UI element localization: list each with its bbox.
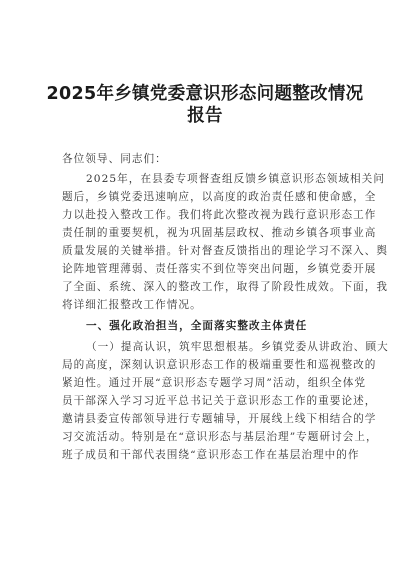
- subsection-line: 紧迫性。通过开展“意识形态专题学习周”活动，组织全体党: [62, 377, 367, 389]
- document-title-line2: 报告: [187, 106, 223, 126]
- paragraph-line: 质量发展的关键举措。针对督查反馈指出的理论学习不深入、舆: [62, 245, 389, 257]
- subsection-line: 习交流活动。特别是在“意识形态与基层治理”专题研讨会上，: [62, 431, 378, 443]
- document-title-line1: 2025年乡镇党委意识形态问题整改情况: [46, 84, 364, 104]
- paragraph-line: 了全面、系统、深入的整改工作，取得了阶段性成效。下面，我: [62, 281, 389, 293]
- subsection-line: 局的高度，深刻认识意识形态工作的极端重要性和巡视整改的: [62, 359, 377, 371]
- subsection-line: （一）提高认识，筑牢思想根基。乡镇党委从讲政治、顾大: [86, 341, 389, 353]
- paragraph-line: 论阵地管理薄弱、责任落实不到位等突出问题，乡镇党委开展: [62, 263, 377, 275]
- subsection-line: 邀请县委宣传部领导进行专题辅导，开展线上线下相结合的学: [62, 413, 377, 425]
- paragraph-line: 责任制的重要契机，视为巩固基层政权、推动乡镇各项事业高: [62, 227, 377, 239]
- section-heading: 一、强化政治担当，全面落实整改主体责任: [86, 320, 308, 332]
- paragraph-line: 将详细汇报整改工作情况。: [62, 299, 202, 311]
- paragraph-line: 2025年，在县委专项督查组反馈乡镇意识形态领域相关问: [86, 173, 385, 185]
- paragraph-line: 题后，乡镇党委迅速响应，以高度的政治责任感和使命感，全: [62, 191, 377, 203]
- salutation: 各位领导、同志们：: [62, 153, 167, 165]
- paragraph-line: 力以赴投入整改工作。我们将此次整改视为践行意识形态工作: [62, 209, 377, 221]
- subsection-line: 员干部深入学习习近平总书记关于意识形态工作的重要论述，: [62, 395, 377, 407]
- subsection-line: 班子成员和干部代表围绕“意识形态工作在基层治理中的作: [62, 449, 360, 461]
